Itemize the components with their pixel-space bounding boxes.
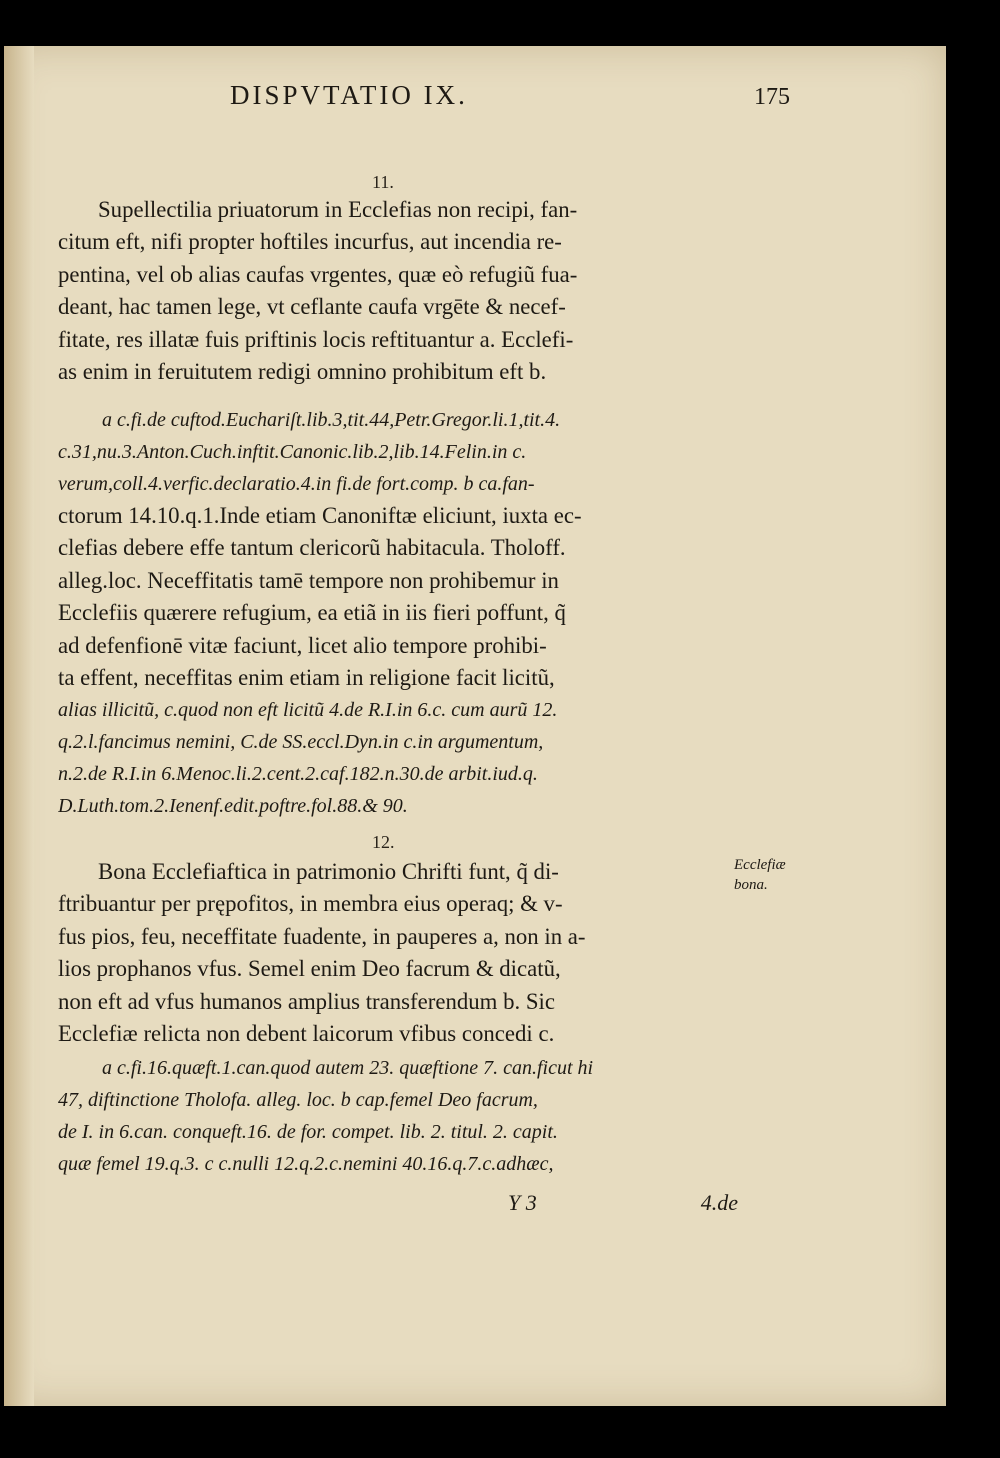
- text-line: citum eft, nifi propter hoftiles incurfus, aut incendia re-: [58, 229, 562, 255]
- note-line: ta effent, neceffitas enim etiam in religione facit licitũ,: [58, 664, 555, 690]
- margin-note-line: Ecclefiæ: [734, 857, 786, 873]
- note-line: n.2.de R.I.in 6.Menoc.li.2.cent.2.caf.182.n.30.de arbit.iud.q.: [58, 763, 538, 786]
- text-line: fitate, res illatæ fuis priftinis locis reftituantur a. Ecclefi-: [58, 326, 574, 352]
- margin-note-line: bona.: [734, 877, 768, 893]
- section-11-body: [58, 194, 738, 388]
- text-line: ftribuantur per prępofitos, in membra eius operaq; & v-: [58, 891, 563, 917]
- note-line: de I. in 6.can. conqueft.16. de for. compet. lib. 2. titul. 2. capit.: [58, 1121, 558, 1143]
- text-line: fus pios, feu, neceffitate fuadente, in pauperes a, non in a-: [58, 923, 586, 949]
- note-line: clefias debere effe tantum clericorũ habitacula. Tholoff.: [58, 535, 566, 561]
- page-footer: [500, 1190, 740, 1220]
- text-line: Bona Ecclefiaftica in patrimonio Chrifti funt, q̃ di-: [98, 859, 559, 884]
- running-title: DISPVTATIO IX.: [230, 80, 468, 110]
- section-12-notes: [58, 1052, 738, 1180]
- section-11-notes: [58, 404, 738, 822]
- page-gutter-shadow: [4, 46, 34, 1406]
- note-line: alias illicitũ, c.quod non eft licitũ 4.de R.I.in 6.c. cum aurũ 12.: [58, 699, 558, 722]
- page-header: [230, 80, 790, 120]
- section-number: 12.: [372, 832, 395, 852]
- text-line: Supellectilia priuatorum in Ecclefias non recipi, fan-: [98, 197, 578, 222]
- note-line: quæ femel 19.q.3. c c.nulli 12.q.2.c.nemini 40.16.q.7.c.adhæc,: [58, 1153, 554, 1175]
- page-number: 175: [754, 84, 790, 110]
- text-line: Ecclefiæ relicta non debent laicorum vfibus concedi c.: [58, 1020, 555, 1046]
- note-line: 47, diftinctione Tholofa. alleg. loc. b cap.femel Deo facrum,: [58, 1089, 538, 1111]
- text-line: non eft ad vfus humanos amplius transferendum b. Sic: [58, 988, 556, 1014]
- note-line: ctorum 14.10.q.1.Inde etiam Canoniftæ eliciunt, iuxta ec-: [58, 503, 582, 528]
- note-line: a c.fi.de cuftod.Euchariſt.lib.3,tit.44,Petr.Gregor.li.1,tit.4.: [102, 409, 561, 431]
- text-line: lios prophanos vfus. Semel enim Deo facrum & dicatũ,: [58, 956, 561, 982]
- note-line: c.31,nu.3.Anton.Cuch.inftit.Canonic.lib.2,lib.14.Felin.in c.: [58, 441, 527, 463]
- signature-mark: Υ 3: [508, 1190, 537, 1215]
- text-line: as enim in feruitutem redigi omnino prohibitum eft b.: [58, 358, 547, 384]
- note-line: Ecclefiis quærere refugium, ea etiã in iis fieri poffunt, q̃: [58, 600, 566, 626]
- text-line: deant, hac tamen lege, vt ceflante caufa vrgēte & necef-: [58, 294, 566, 320]
- note-line: D.Luth.tom.2.Ienenf.edit.poftre.fol.88.& 90.: [58, 795, 408, 818]
- section-12-body: [58, 856, 738, 1050]
- section-number: 11.: [372, 172, 394, 192]
- note-line: alleg.loc. Neceffitatis tamē tempore non prohibemur in: [58, 567, 559, 593]
- note-line: ad defenfionē vitæ faciunt, licet alio tempore prohibi-: [58, 632, 547, 658]
- margin-note: [734, 855, 814, 895]
- text-line: pentina, vel ob alias caufas vrgentes, quæ eò refugiũ fua-: [58, 261, 578, 287]
- note-line: q.2.l.fancimus nemini, C.de SS.eccl.Dyn.in c.in argumentum,: [58, 731, 544, 754]
- note-line: verum,coll.4.verfic.declaratio.4.in fi.de fort.comp. b ca.fan-: [58, 473, 535, 495]
- catchword: 4.de: [700, 1190, 738, 1215]
- note-line: a c.fi.16.quæft.1.can.quod autem 23. quæftione 7. can.ficut hi: [102, 1057, 594, 1079]
